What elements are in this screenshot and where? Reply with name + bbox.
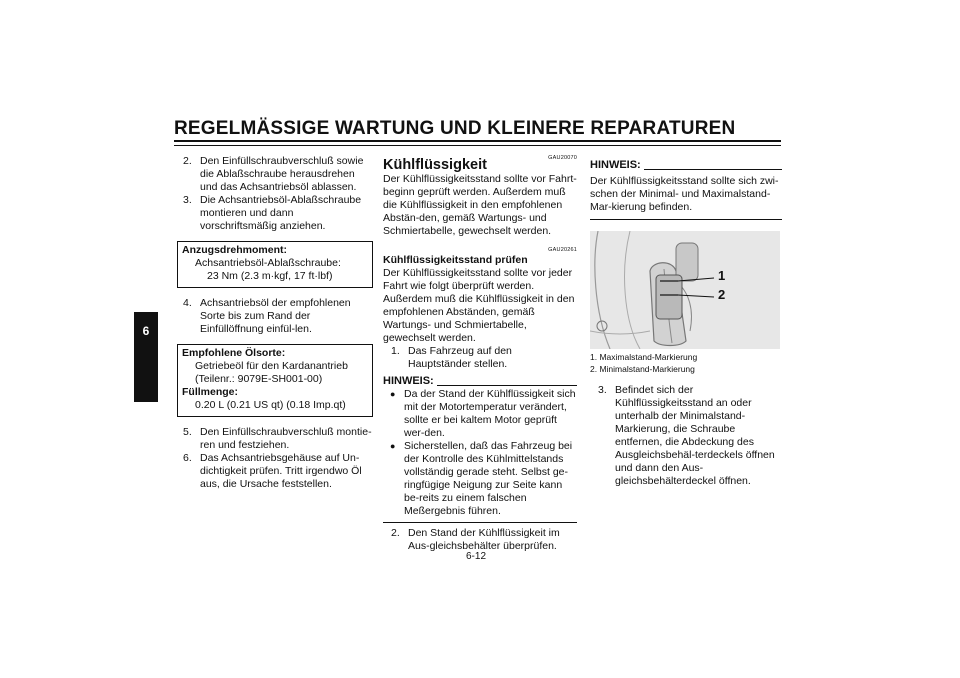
section-intro: Der Kühlflüssigkeitsstand sollte vor Fahrt-beginn geprüft werden. Außerdem muß die Kühlflüssigkeit in den empfohlenen Abstän-den, gemäß Wartungs- und Schmiertabelle, gewechselt werden.	[383, 173, 577, 237]
step-3	[183, 194, 373, 233]
torque-item: Achsantriebsöl-Ablaßschraube:	[195, 257, 341, 269]
step-3-coolant	[598, 384, 782, 488]
step-text: Achsantriebsöl der empfohlenen Sorte bis zum Rand der Einfüllöffnung einfül-len.	[200, 297, 351, 335]
step-text: Das Achsantriebsgehäuse auf Un-dichtigkeit prüfen. Tritt irgendwo Öl aus, die Ursache feststellen.	[200, 452, 362, 490]
callout-1: 1	[718, 268, 726, 283]
step-4	[183, 297, 373, 336]
step-number: 3.	[598, 384, 607, 396]
step-number: 2.	[391, 527, 400, 539]
note-label: HINWEIS:	[383, 375, 434, 387]
step-number: 2.	[183, 155, 192, 167]
caption-item: 1. Maximalstand-Markierung	[590, 352, 698, 362]
torque-label: Anzugsdrehmoment:	[182, 244, 287, 256]
note-end-rule	[383, 522, 577, 523]
figure-caption	[590, 351, 782, 375]
bullet-text: Da der Stand der Kühlflüssigkeit sich mit der Motortemperatur verändert, sollte er bei kaltem Motor geprüft wer-den.	[404, 388, 576, 439]
column-right	[590, 155, 782, 488]
column-left	[183, 155, 373, 491]
subsection-intro: Der Kühlflüssigkeitsstand sollte vor jeder Fahrt wie folgt überprüft werden. Außerdem muß die Kühlflüssigkeit in den empfohlenen Abständen, gemäß Wartungs- und Schmiertabelle, gewechselt werden.	[383, 267, 575, 344]
note-rule	[644, 169, 782, 170]
step-text: Das Fahrzeug auf den Hauptständer stellen.	[408, 345, 512, 370]
page-number: 6-12	[466, 551, 487, 562]
step-2	[183, 155, 373, 194]
page-title: REGELMÄSSIGE WARTUNG UND KLEINERE REPARATUREN	[174, 118, 736, 139]
oil-type-label: Empfohlene Ölsorte:	[182, 347, 286, 359]
reservoir-drawing	[590, 231, 780, 349]
note-text: Der Kühlflüssigkeitsstand sollte sich zwi-schen der Minimal- und Maximalstand-Mar-kierung befinden.	[590, 175, 779, 213]
title-rule	[174, 140, 781, 142]
callout-2: 2	[718, 287, 726, 302]
step-number: 3.	[183, 194, 192, 206]
note-label: HINWEIS:	[590, 159, 641, 171]
section-heading: Kühlflüssigkeit	[383, 157, 487, 173]
step-text: Den Stand der Kühlflüssigkeit im Aus-gleichsbehälter überprüfen.	[408, 527, 560, 552]
step-number: 1.	[391, 345, 400, 357]
step-text: Den Einfüllschraubverschluß montie-ren und festziehen.	[200, 426, 372, 451]
step-text: Befindet sich der Kühlflüssigkeitsstand an oder unterhalb der Minimalstand-Markierung, die Schraube entfernen, die Abdeckung des Ausgleichsbehäl-terdeckels öffnen und dann den Aus-gleichsbehälterdeckel öffnen.	[615, 384, 775, 487]
torque-value: 23 Nm (2.3 m·kgf, 17 ft·lbf)	[207, 270, 333, 282]
note-end-rule	[590, 219, 782, 220]
note-header	[590, 159, 782, 172]
step-text: Die Achsantriebsöl-Ablaßschraube montieren und dann vorschriftsmäßig anziehen.	[200, 194, 362, 232]
torque-box	[177, 241, 373, 288]
step-6	[183, 452, 373, 491]
column-middle	[383, 155, 577, 553]
fill-amount-value: 0.20 L (0.21 US qt) (0.18 Imp.qt)	[195, 399, 346, 411]
note-header	[383, 375, 577, 388]
step-number: 5.	[183, 426, 192, 438]
bullet-icon: ●	[390, 441, 396, 451]
note-bullet	[390, 388, 577, 440]
step-1	[391, 345, 577, 371]
bullet-text: Sicherstellen, daß das Fahrzeug bei der Kontrolle des Kühlmittelstands vollständig gerade steht. Selbst ge-ringfügige Neigung zur Seite kann be-reits zu einem falschen Meßergebnis führen.	[404, 440, 573, 517]
oil-part-number: (Teilenr.: 9079E-SH001-00)	[195, 373, 323, 385]
fill-amount-label: Füllmenge:	[182, 386, 239, 398]
oil-type-line: Getriebeöl für den Kardanantrieb	[195, 360, 348, 372]
subsection-heading: Kühlflüssigkeitsstand prüfen	[383, 254, 528, 266]
bullet-icon: ●	[390, 389, 396, 399]
chapter-tab	[134, 312, 158, 402]
chapter-number: 6	[142, 324, 150, 338]
title-rule-thin	[174, 145, 781, 146]
step-5	[183, 426, 373, 452]
step-text: Den Einfüllschraubverschluß sowie die Ablaßschraube herausdrehen und das Achsantriebsöl ablassen.	[200, 155, 364, 193]
step-number: 4.	[183, 297, 192, 309]
step-2-coolant	[391, 527, 577, 553]
oil-spec-box	[177, 344, 373, 417]
reference-code: GAU20261	[548, 247, 577, 253]
caption-item: 2. Minimalstand-Markierung	[590, 364, 695, 374]
note-bullet	[390, 440, 577, 518]
reservoir-illustration	[590, 231, 780, 349]
reference-code: GAU20070	[548, 155, 577, 161]
step-number: 6.	[183, 452, 192, 464]
note-rule	[437, 385, 577, 386]
